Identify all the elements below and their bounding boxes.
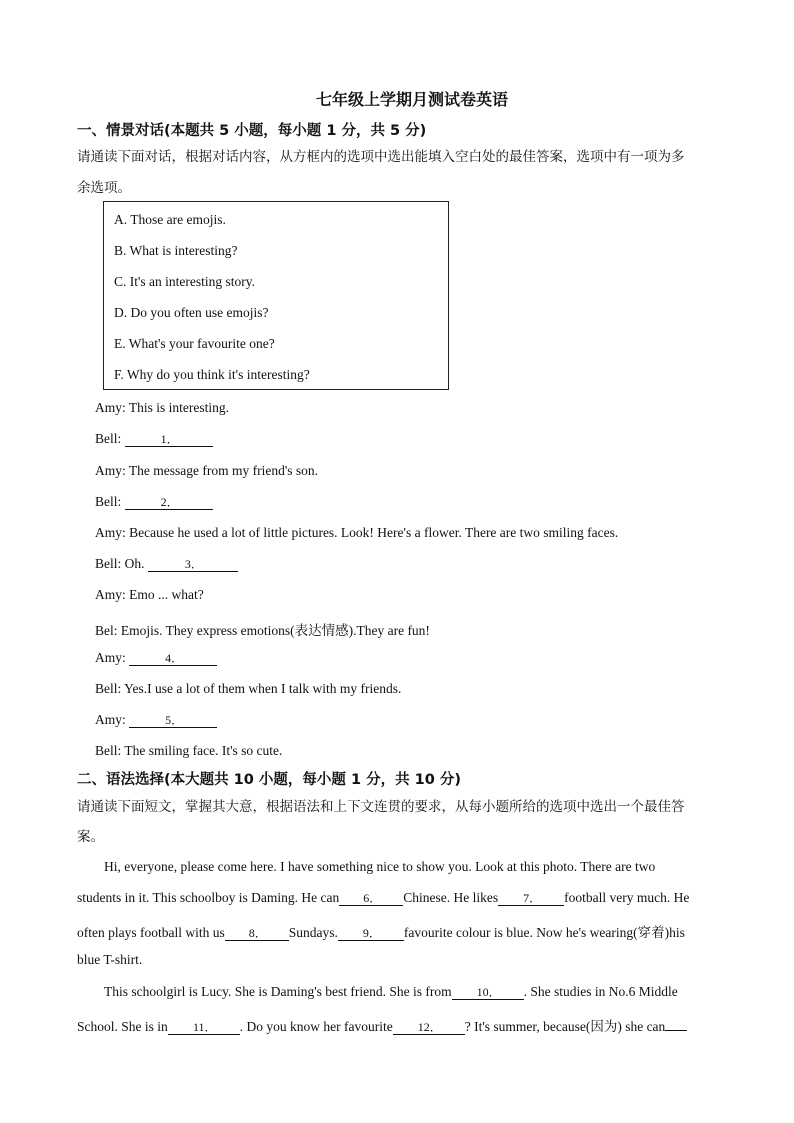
dialogue-line: [95, 650, 217, 666]
passage-line: students in it. This schoolboy is Daming. He can 6． Chinese. He likes 7． football very much. He: [77, 890, 690, 905]
dialogue-line: Amy: Because he used a lot of little pictures. Look! Here's a flower. There are two smiling faces.: [95, 525, 619, 540]
passage-line: Hi, everyone, please come here. I have something nice to show you. Look at this photo. There are two: [104, 859, 656, 874]
passage-line: This schoolgirl is Lucy. She is Daming's best friend. She is from 10． . She studies in No.6 Middle: [104, 984, 678, 999]
answer-blank-13[interactable]: [665, 1030, 687, 1031]
answer-blank-12[interactable]: 12．: [393, 1021, 465, 1035]
option-c: C. It's an interesting story.: [114, 274, 256, 289]
dialogue-line: Bel: Emojis. They express emotions(表达情感).They are fun!: [95, 623, 430, 638]
passage-line: blue T-shirt.: [77, 952, 143, 967]
speaker: Amy:: [95, 650, 130, 665]
dialogue-line: Amy: This is interesting.: [95, 400, 229, 415]
speaker: Bell:: [95, 494, 125, 509]
passage-line: often plays football with us 8． Sundays. 9． favourite colour is blue. Now he's wearing(穿着)his: [77, 925, 685, 940]
speaker: Bell:: [95, 431, 125, 446]
dialogue-line: [95, 712, 217, 728]
dialogue-line: [95, 431, 213, 447]
section2-heading: 二、语法选择(本大题共 10 小题，每小题 1 分，共 10 分): [77, 772, 461, 788]
dialogue-line: Amy: The message from my friend's son.: [95, 463, 319, 478]
option-b: B. What is interesting?: [114, 243, 238, 258]
dialogue-line: [95, 556, 238, 572]
option-f: F. Why do you think it's interesting?: [114, 367, 310, 382]
section2-instruction-line2: 案。: [77, 829, 104, 845]
dialogue-line: Bell: The smiling face. It's so cute.: [95, 743, 283, 758]
dialogue-line: [95, 494, 213, 510]
answer-blank-10[interactable]: 10．: [452, 986, 524, 1000]
section2-instruction-line1: 请通读下面短文，掌握其大意，根据语法和上下文连贯的要求，从每小题所给的选项中选出一个最佳答: [77, 799, 685, 815]
answer-blank-4[interactable]: 4．: [129, 652, 217, 666]
answer-blank-3[interactable]: 3．: [148, 558, 238, 572]
section1-instruction-line2: 余选项。: [77, 180, 131, 196]
answer-blank-8[interactable]: 8．: [225, 927, 289, 941]
answer-blank-2[interactable]: 2．: [125, 496, 213, 510]
section1-heading: 一、情景对话(本题共 5 小题，每小题 1 分，共 5 分): [77, 123, 427, 139]
dialogue-line: Bell: Yes.I use a lot of them when I talk with my friends.: [95, 681, 402, 696]
passage-line: School. She is in 11． . Do you know her favourite 12． ? It's summer, because(因为) she can: [77, 1015, 687, 1035]
option-d: D. Do you often use emojis?: [114, 305, 269, 320]
answer-blank-6[interactable]: 6．: [339, 892, 403, 906]
page-title: 七年级上学期月测试卷英语: [315, 90, 508, 109]
speaker: Amy:: [95, 712, 130, 727]
speaker: Bell: Oh.: [95, 556, 148, 571]
section1-instruction-line1: 请通读下面对话，根据对话内容，从方框内的选项中选出能填入空白处的最佳答案，选项中有一项为多: [77, 149, 685, 165]
option-e: E. What's your favourite one?: [114, 336, 275, 351]
answer-blank-1[interactable]: 1．: [125, 433, 213, 447]
option-a: A. Those are emojis.: [114, 212, 226, 227]
answer-blank-11[interactable]: 11．: [168, 1021, 240, 1035]
answer-blank-5[interactable]: 5．: [129, 714, 217, 728]
answer-blank-9[interactable]: 9．: [338, 927, 404, 941]
answer-blank-7[interactable]: 7．: [498, 892, 564, 906]
dialogue-line: Amy: Emo ... what?: [95, 587, 204, 602]
options-box: [103, 201, 449, 390]
